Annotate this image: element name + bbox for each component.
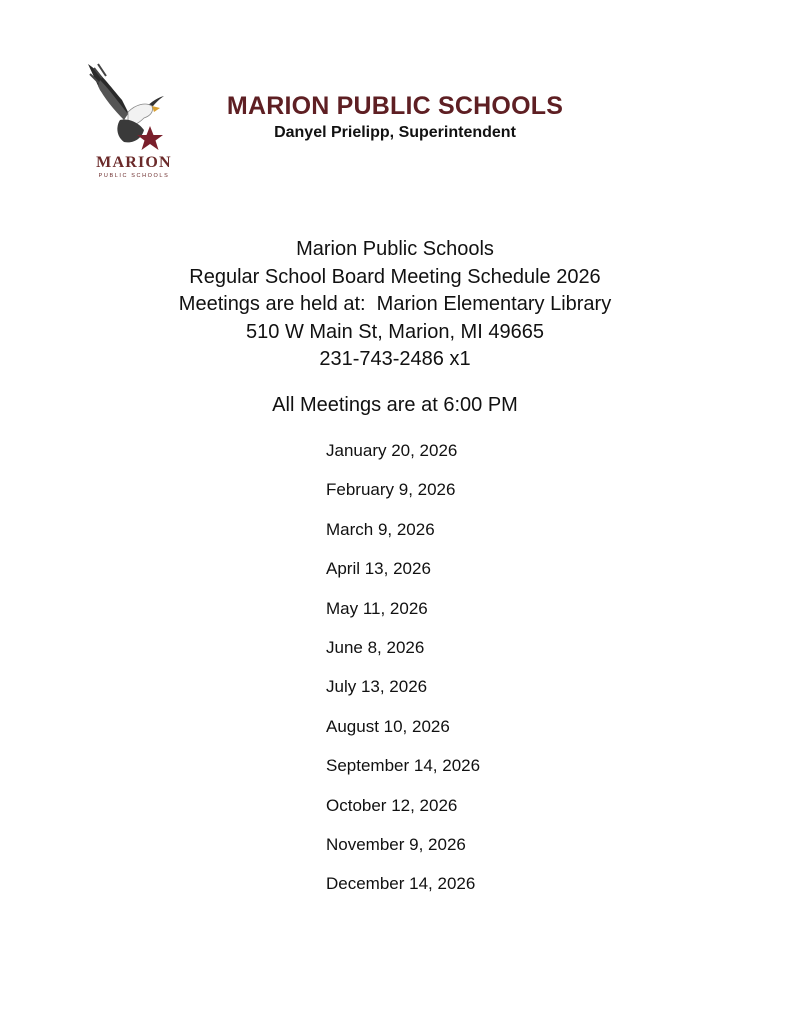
organization-name: Marion Public Schools — [296, 238, 494, 260]
superintendent-name: Danyel Prielipp, Superintendent — [274, 124, 516, 141]
meeting-date: March 9, 2026 — [326, 519, 435, 539]
meeting-info — [60, 236, 730, 374]
logo-subtext: PUBLIC SCHOOLS — [98, 173, 170, 179]
meeting-date: April 13, 2026 — [326, 559, 431, 579]
meeting-address: 510 W Main St, Marion, MI 49665 — [246, 320, 544, 343]
meeting-date: December 14, 2026 — [326, 874, 476, 894]
school-logo — [80, 60, 188, 184]
meeting-date: February 9, 2026 — [326, 480, 456, 500]
meeting-date: November 9, 2026 — [326, 834, 466, 854]
schedule-title: Regular School Board Meeting Schedule 2026 — [189, 265, 601, 288]
meeting-date: June 8, 2026 — [326, 637, 425, 657]
meeting-location: Meetings are held at: Marion Elementary Library — [178, 293, 612, 315]
phone-number: 231-743-2486 x1 — [319, 348, 471, 370]
meeting-dates-list — [326, 440, 480, 913]
meeting-date: July 13, 2026 — [326, 677, 428, 697]
meeting-date: September 14, 2026 — [326, 756, 481, 776]
meeting-time: All Meetings are at 6:00 PM — [272, 394, 518, 416]
meeting-date: August 10, 2026 — [326, 716, 450, 736]
meeting-date: October 12, 2026 — [326, 795, 458, 815]
page-title: MARION PUBLIC SCHOOLS — [226, 92, 564, 120]
logo-wordmark: MARION — [96, 154, 172, 171]
meeting-date: May 11, 2026 — [326, 598, 428, 618]
meeting-date: January 20, 2026 — [326, 441, 458, 460]
